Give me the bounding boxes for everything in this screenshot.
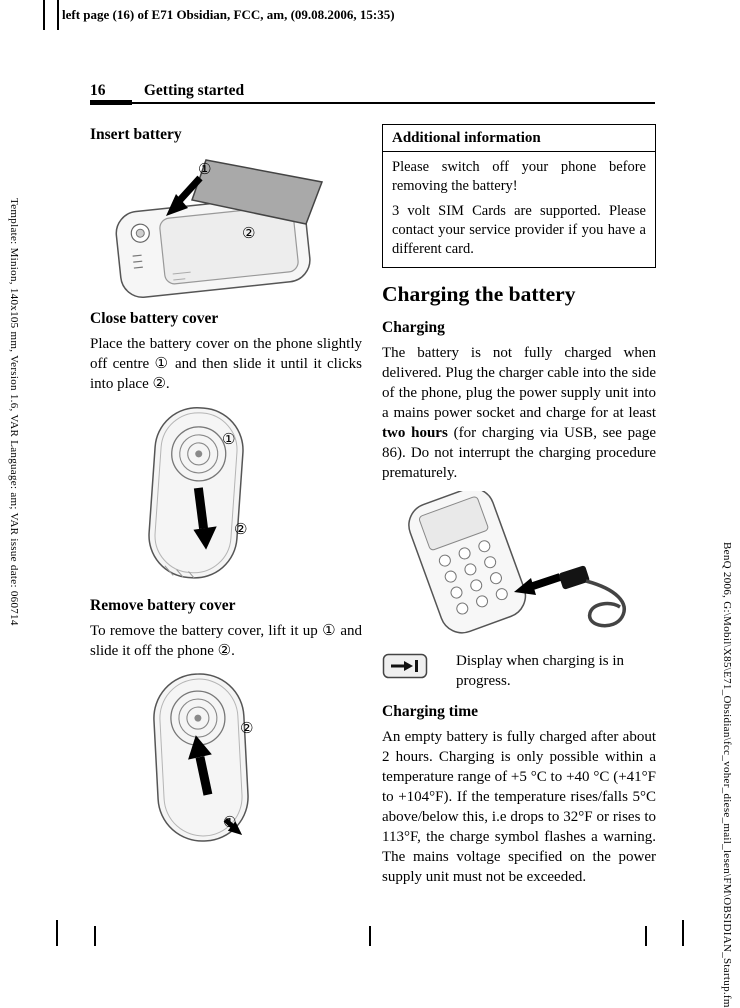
callout-1: ① (198, 160, 212, 178)
close-battery-cover-text: Place the battery cover on the phone slightly off centre ① and then slide it until it clicks into place ②. (90, 336, 362, 392)
page-number: 16 (90, 82, 106, 99)
print-slug-top: left page (16) of E71 Obsidian, FCC, am, (09.08.2006, 15:35) (62, 7, 395, 22)
additional-information-box (382, 124, 656, 268)
insert-battery-heading: Insert battery (90, 126, 182, 143)
crop-mark (57, 0, 59, 30)
charging-the-battery-heading: Charging the battery (382, 282, 576, 306)
insert-battery-illustration (90, 150, 362, 302)
right-column (382, 124, 656, 895)
info-box-paragraph-1: Please switch off your phone before removing the battery! (392, 159, 646, 194)
callout-2: ② (242, 224, 256, 242)
left-column (90, 126, 362, 857)
close-battery-cover-illustration (90, 402, 362, 589)
charging-drawing (388, 491, 638, 641)
battery-charging-icon (382, 651, 428, 684)
crop-mark (56, 920, 58, 946)
close-battery-cover-heading: Close battery cover (90, 310, 219, 327)
battery-charging-icon-drawing (382, 653, 428, 679)
charging-display-note (382, 651, 656, 691)
crop-mark (682, 920, 684, 946)
callout-1: ① (222, 430, 236, 448)
insert-battery-drawing (104, 150, 354, 298)
charging-paragraph-text-1: The battery is not fully charged when delivered. Plug the charger cable into the side of the phone, plug the power supply unit into a mains power socket and charge for at least (382, 345, 656, 421)
crop-mark (43, 0, 45, 30)
remove-cover-drawing (114, 669, 289, 847)
info-box-paragraph-2: 3 volt SIM Cards are supported. Please contact your service provider if you have a different card. (392, 203, 646, 257)
charging-display-caption: Display when charging is in progress. (456, 653, 625, 689)
close-cover-drawing (112, 402, 287, 585)
charging-time-heading: Charging time (382, 703, 479, 720)
charging-paragraph-bold: two hours (382, 425, 448, 441)
callout-2: ② (234, 520, 248, 538)
section-title: Getting started (143, 82, 245, 99)
header-rule (90, 100, 655, 106)
remove-battery-cover-illustration (90, 669, 362, 849)
print-slug-right: BenQ 2006, G:\Mobil\X85\E71_Obsidian\fcc_voher_diese_mail_lesen\FM\OBSIDIAN_Startup.fm (721, 542, 733, 1008)
charging-paragraph-text-2: (for charging via USB, see page 86). Do not interrupt the charging procedure prematurely. (382, 425, 656, 481)
charging-heading: Charging (382, 319, 445, 336)
remove-battery-cover-heading: Remove battery cover (90, 597, 236, 614)
print-slug-left: Template: Minion, 140x105 mm, Version 1.6, VAR Language: am; VAR issue date: 060714 (8, 198, 20, 626)
crop-mark (94, 926, 96, 946)
charging-illustration (382, 491, 656, 643)
callout-1: ① (223, 813, 237, 831)
remove-battery-cover-text: To remove the battery cover, lift it up ① and slide it off the phone ②. (90, 623, 362, 659)
running-header (90, 82, 655, 100)
crop-mark (645, 926, 647, 946)
info-box-title: Additional information (383, 125, 655, 152)
callout-2: ② (240, 719, 254, 737)
charging-time-paragraph: An empty battery is fully charged after about 2 hours. Charging is only possible within a temperature range of +5 °C to +40 °C (+41°F to +104°F). If the temperature rises/falls 5°C above/below this, i.e drops to 32°F or rises to 113°F, the charge symbol flashes a warning. The mains voltage specified on the power supply unit must not be exceeded. (382, 729, 656, 885)
charging-paragraph (382, 343, 656, 483)
crop-mark (369, 926, 371, 946)
